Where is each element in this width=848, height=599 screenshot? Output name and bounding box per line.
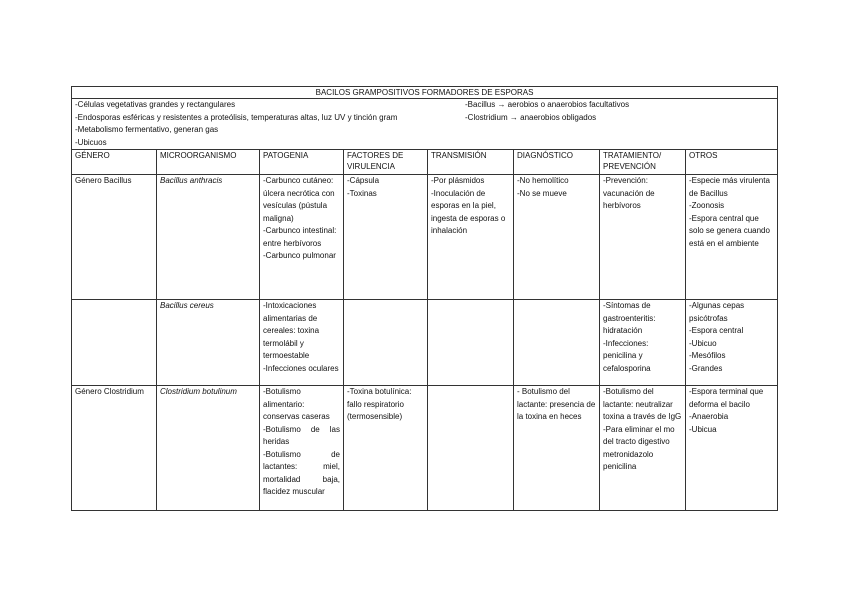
otros-item: -Anaerobia — [689, 412, 729, 421]
intro-cell — [72, 99, 778, 150]
genero-cell: Género Bacillus — [72, 175, 157, 300]
tratamiento-item: -Botulismo del lactante: neutralizar toxina a través de IgG — [603, 387, 682, 421]
otros-item: -Grandes — [689, 363, 723, 373]
factores-item: -Toxinas — [347, 188, 377, 198]
summary-table — [71, 86, 778, 511]
tratamiento-cell — [600, 175, 686, 300]
diagnostico-cell — [514, 175, 600, 300]
intro-line: -Clostridium → anaerobios obligados — [465, 112, 597, 122]
diagnostico-item: - Botulismo del lactante: presencia de la toxina en heces — [517, 387, 596, 421]
column-header: OTROS — [686, 150, 778, 175]
diagnostico-item: -No hemolítico — [517, 176, 569, 185]
tratamiento-item: -Infecciones: penicilina y cefalosporina — [603, 338, 651, 373]
tratamiento-item: -Síntomas de gastroenteritis: hidratación — [603, 301, 656, 335]
transmision-cell — [428, 175, 514, 300]
tratamiento-cell — [600, 300, 686, 386]
otros-item: -Ubicua — [689, 424, 717, 434]
column-header: TRATAMIENTO/ PREVENCIÓN — [600, 150, 686, 175]
factores-item: -Cápsula — [347, 176, 380, 185]
header-row — [72, 150, 778, 175]
intro-left — [75, 99, 465, 149]
patogenia-item: -Carbunco cutáneo: úlcera necrótica con vesículas (pústula maligna) — [263, 176, 335, 223]
diagnostico-cell — [514, 386, 600, 511]
table-row — [72, 300, 778, 386]
microorganismo-cell: Bacillus cereus — [157, 300, 260, 386]
intro-right — [465, 99, 774, 149]
diagnostico-cell — [514, 300, 600, 386]
intro-line: -Metabolismo fermentativo, generan gas — [75, 125, 219, 134]
factores-cell — [344, 300, 428, 386]
transmision-cell — [428, 300, 514, 386]
patogenia-item: -Infecciones oculares — [263, 363, 339, 373]
patogenia-cell — [260, 300, 344, 386]
otros-item: -Algunas cepas psicótrofas — [689, 301, 745, 323]
patogenia-item: -Intoxicaciones alimentarias de cereales: toxina termolábil y termoestable — [263, 301, 320, 360]
otros-item: -Especie más virulenta de Bacillus — [689, 176, 770, 198]
otros-item: -Espora central que solo se genera cuando está en el ambiente — [689, 213, 770, 248]
otros-item: -Espora central — [689, 326, 744, 335]
otros-item: -Zoonosis — [689, 201, 725, 210]
table-title: BACILOS GRAMPOSITIVOS FORMADORES DE ESPORAS — [72, 87, 778, 99]
patogenia-item: -Botulismo de lactantes: miel, mortalidad baja, flacidez muscular — [263, 449, 340, 496]
microorganismo-cell: Bacillus anthracis — [157, 175, 260, 300]
intro-line: -Bacillus → aerobios o anaerobios facultativos — [465, 100, 630, 109]
factores-item: -Toxina botulínica: fallo respiratorio (termosensible) — [347, 387, 412, 421]
intro-line: -Células vegetativas grandes y rectangulares — [75, 100, 236, 109]
factores-cell — [344, 386, 428, 511]
column-header: TRANSMISIÓN — [428, 150, 514, 175]
factores-cell — [344, 175, 428, 300]
otros-cell — [686, 386, 778, 511]
title-row — [72, 87, 778, 99]
otros-item: -Mesófilos — [689, 351, 726, 360]
intro-line: -Ubicuos — [75, 137, 107, 147]
microorganismo-cell: Clostridium botulinum — [157, 386, 260, 511]
transmision-item: -Inoculación de esporas en la piel, ingesta de esporas o inhalación — [431, 188, 506, 235]
transmision-item: -Por plásmidos — [431, 176, 485, 185]
patogenia-cell — [260, 175, 344, 300]
otros-item: -Ubicuo — [689, 338, 717, 348]
intro-row — [72, 99, 778, 150]
patogenia-item: -Carbunco intestinal: entre herbívoros — [263, 226, 337, 248]
patogenia-cell — [260, 386, 344, 511]
otros-item: -Espora terminal que deforma el bacilo — [689, 387, 764, 409]
tratamiento-item: -Prevención: vacunación de herbívoros — [603, 176, 655, 210]
column-header: GÉNERO — [72, 150, 157, 175]
otros-cell — [686, 175, 778, 300]
column-header: DIAGNÓSTICO — [514, 150, 600, 175]
patogenia-item: -Botulismo de las heridas — [263, 424, 340, 446]
intro-line: -Endosporas esféricas y resistentes a proteólisis, temperaturas altas, luz UV y tinción gram — [75, 112, 398, 122]
table-row — [72, 386, 778, 511]
transmision-cell — [428, 386, 514, 511]
patogenia-item: -Botulismo alimentario: conservas caseras — [263, 387, 330, 421]
column-header: MICROORGANISMO — [157, 150, 260, 175]
genero-cell — [72, 300, 157, 386]
diagnostico-item: -No se mueve — [517, 188, 567, 198]
table-row — [72, 175, 778, 300]
column-header: FACTORES DE VIRULENCIA — [344, 150, 428, 175]
tratamiento-item: -Para eliminar el mo del tracto digestivo metronidazolo penicilina — [603, 424, 675, 471]
genero-cell: Género Clostridium — [72, 386, 157, 511]
patogenia-item: -Carbunco pulmonar — [263, 251, 336, 260]
otros-cell — [686, 300, 778, 386]
column-header: PATOGENIA — [260, 150, 344, 175]
tratamiento-cell — [600, 386, 686, 511]
